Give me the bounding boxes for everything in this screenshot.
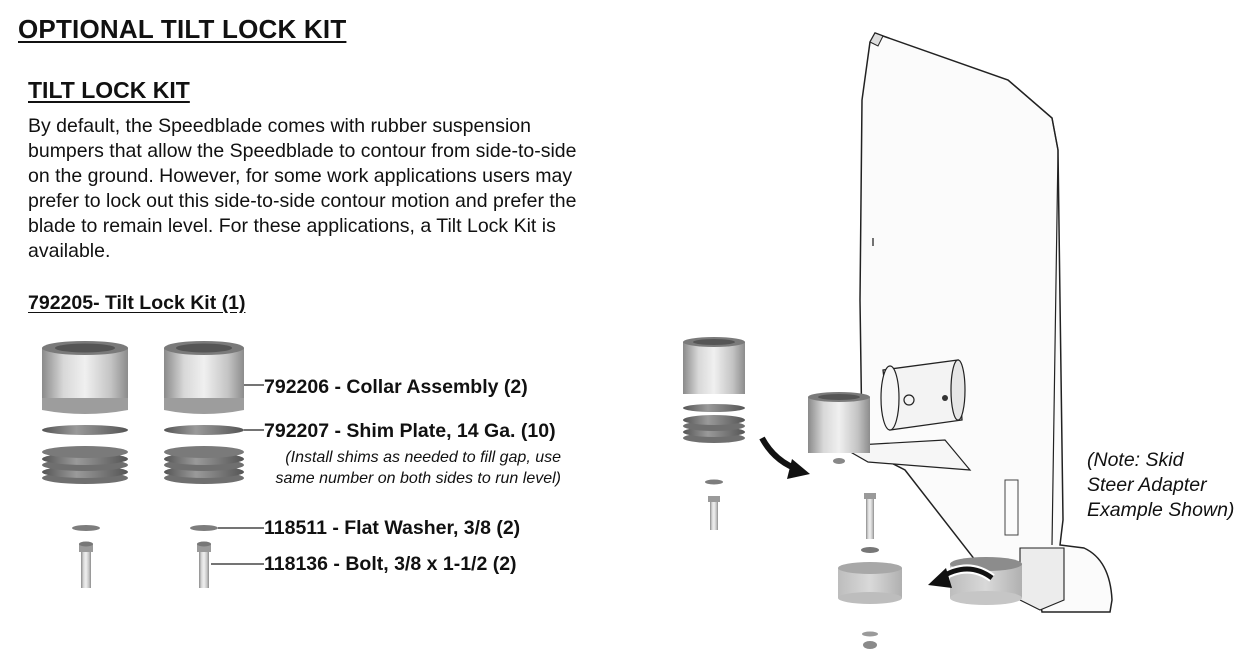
rubber-bumper	[838, 562, 902, 649]
shim-note-line: (Install shims as needed to fill gap, use	[285, 449, 561, 466]
skid-steer-adapter	[840, 33, 1112, 612]
part-label-shim-plate: 792207 - Shim Plate, 14 Ga. (10)	[264, 420, 556, 442]
shim-plate-single-right	[164, 425, 244, 435]
section-title: TILT LOCK KIT	[28, 77, 190, 103]
shim-note-line: same number on both sides to run level)	[275, 470, 561, 487]
collar-exploded	[683, 337, 745, 394]
collar-assembly-left	[42, 341, 128, 414]
adapter-note-line: Example Shown)	[1087, 499, 1235, 521]
description-line: blade to remain level. For these applications, a Tilt Lock Kit is	[28, 215, 556, 237]
part-label-collar-assembly: 792206 - Collar Assembly (2)	[264, 376, 528, 398]
kit-title: 792205- Tilt Lock Kit (1)	[28, 292, 246, 314]
shim-plate-single-left	[42, 425, 128, 435]
flat-washer-right	[190, 525, 218, 531]
shim-stack-right	[164, 446, 244, 484]
shims-exploded	[683, 404, 745, 443]
description-line: By default, the Speedblade comes with rubber suspension	[28, 115, 531, 137]
adapter-note-line: Steer Adapter	[1087, 474, 1207, 496]
adapter-note-line: (Note: Skid	[1087, 449, 1184, 471]
page-title: OPTIONAL TILT LOCK KIT	[18, 14, 347, 44]
description-line: on the ground. However, for some work applications users may	[28, 165, 573, 187]
bolt-left	[79, 542, 93, 589]
flat-washer-left	[72, 525, 100, 531]
description-line: prefer to lock out this side-to-side contour motion and prefer the	[28, 190, 577, 212]
install-arrow-icon	[762, 438, 810, 479]
collar-assembly-right	[164, 341, 244, 414]
bolt-lower	[861, 493, 879, 553]
part-label-bolt: 118136 - Bolt, 3/8 x 1-1/2 (2)	[264, 553, 517, 575]
washer-exploded	[705, 480, 723, 485]
bumper-installed	[950, 557, 1022, 605]
bolt-right	[197, 542, 211, 589]
description-line: available.	[28, 240, 111, 262]
bolt-exploded	[708, 496, 720, 530]
shim-stack-left	[42, 446, 128, 484]
description-line: bumpers that allow the Speedblade to contour from side-to-side	[28, 140, 577, 162]
part-label-flat-washer: 118511 - Flat Washer, 3/8 (2)	[264, 517, 521, 539]
